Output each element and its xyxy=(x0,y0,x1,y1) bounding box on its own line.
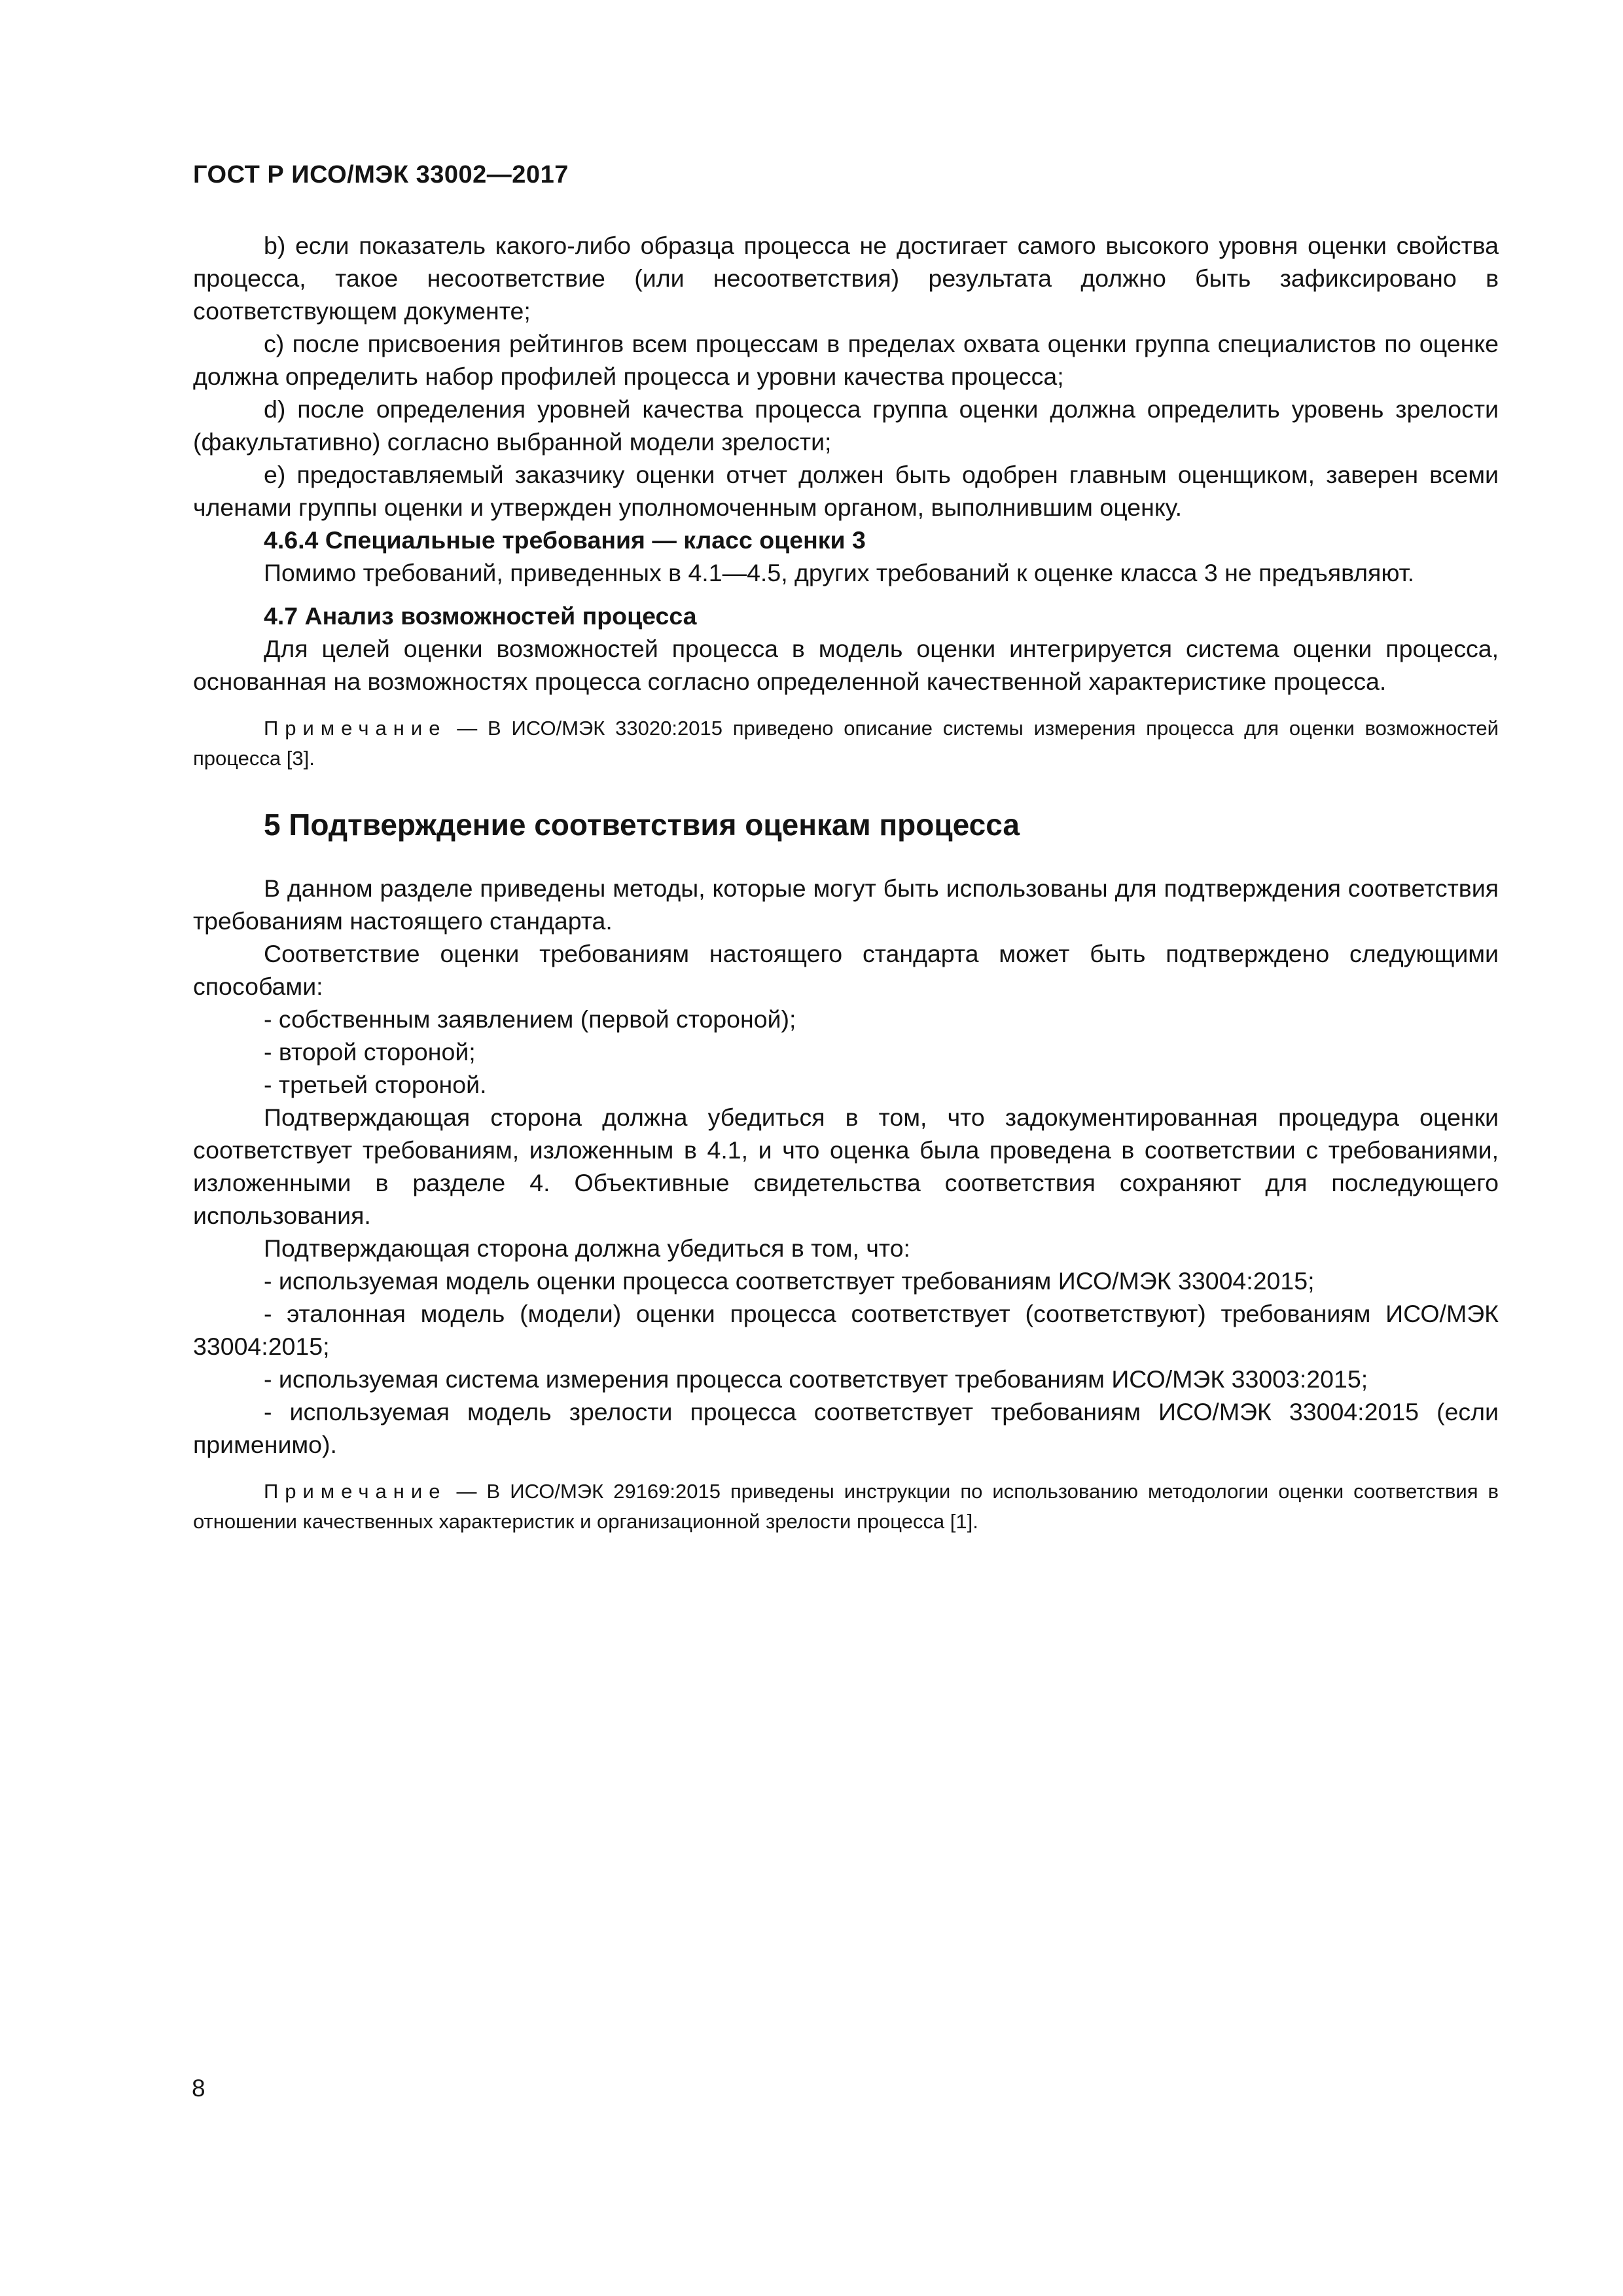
paragraph-5-1: В данном разделе приведены методы, которые могут быть использованы для подтверждения соответствия требованиям настоящего стандарта. xyxy=(193,874,1499,935)
note-2-text: — В ИСО/МЭК 29169:2015 приведены инструкции по использованию методологии оценки соответствия в отношении качественных характеристик и организационной зрелости процесса [1]. xyxy=(193,1480,1499,1533)
list-item-measurement-framework: - используемая система измерения процесса соответствует требованиям ИСО/МЭК 33003:2015; xyxy=(264,1365,1368,1393)
list-item-maturity-model: - используемая модель зрелости процесса соответствует требованиям ИСО/МЭК 33004:2015 (если применимо). xyxy=(193,1398,1499,1458)
paragraph-5-4: Подтверждающая сторона должна убедиться в том, что: xyxy=(264,1234,910,1262)
list-item-assessment-model: - используемая модель оценки процесса соответствует требованиям ИСО/МЭК 33004:2015; xyxy=(264,1267,1315,1295)
paragraph-c: c) после присвоения рейтингов всем процессам в пределах охвата оценки группа специалистов по оценке должна определить набор профилей процесса и уровни качества процесса; xyxy=(193,330,1499,390)
paragraph-e: e) предоставляемый заказчику оценки отчет должен быть одобрен главным оценщиком, заверен всеми членами группы оценки и утвержден уполномоченным органом, выполнившим оценку. xyxy=(193,461,1499,521)
note-1-lead: Примечание xyxy=(264,717,447,740)
paragraph-4-7: Для целей оценки возможностей процесса в модель оценки интегрируется система оценки процесса, основанная на возможностях процесса согласно определенной качественной характеристике процесса. xyxy=(193,635,1499,695)
paragraph-b: b) если показатель какого-либо образца процесса не достигает самого высокого уровня оценки свойства процесса, такое несоответствие (или несоответствия) результата должно быть зафиксировано в соответствующем документе; xyxy=(193,232,1499,325)
list-item-first-party: - собственным заявлением (первой стороной); xyxy=(264,1005,796,1033)
note-1 xyxy=(193,713,1499,774)
note-2 xyxy=(193,1477,1499,1537)
paragraph-d: d) после определения уровней качества процесса группа оценки должна определить уровень зрелости (факультативно) согласно выбранной модели зрелости; xyxy=(193,395,1499,456)
document-header: ГОСТ Р ИСО/МЭК 33002—2017 xyxy=(193,161,569,188)
list-item-third-party: - третьей стороной. xyxy=(264,1071,487,1098)
note-2-lead: Примечание xyxy=(264,1480,447,1503)
paragraph-4-6-4: Помимо требований, приведенных в 4.1—4.5, других требований к оценке класса 3 не предъявляют. xyxy=(264,559,1415,586)
list-item-second-party: - второй стороной; xyxy=(264,1038,476,1066)
subheading-4-7: 4.7 Анализ возможностей процесса xyxy=(264,602,697,630)
document-body xyxy=(193,229,1499,1537)
subheading-4-6-4: 4.6.4 Специальные требования — класс оценки 3 xyxy=(264,526,866,554)
paragraph-5-3: Подтверждающая сторона должна убедиться в том, что задокументированная процедура оценки соответствует требованиям, изложенным в 4.1, и что оценка была проведена в соответствии с требованиями, изложенными в разделе 4. Объективные свидетельства соответствия сохраняют для последующего использования. xyxy=(193,1103,1499,1229)
page-number: 8 xyxy=(192,2075,205,2102)
section-5-heading: 5 Подтверждение соответствия оценкам процесса xyxy=(264,808,1020,842)
note-1-text: — В ИСО/МЭК 33020:2015 приведено описание системы измерения процесса для оценки возможностей процесса [3]. xyxy=(193,717,1499,770)
list-item-reference-model: - эталонная модель (модели) оценки процесса соответствует (соответствуют) требованиям ИСО/МЭК 33004:2015; xyxy=(193,1300,1499,1360)
paragraph-5-2: Соответствие оценки требованиям настоящего стандарта может быть подтверждено следующими способами: xyxy=(193,940,1499,1000)
